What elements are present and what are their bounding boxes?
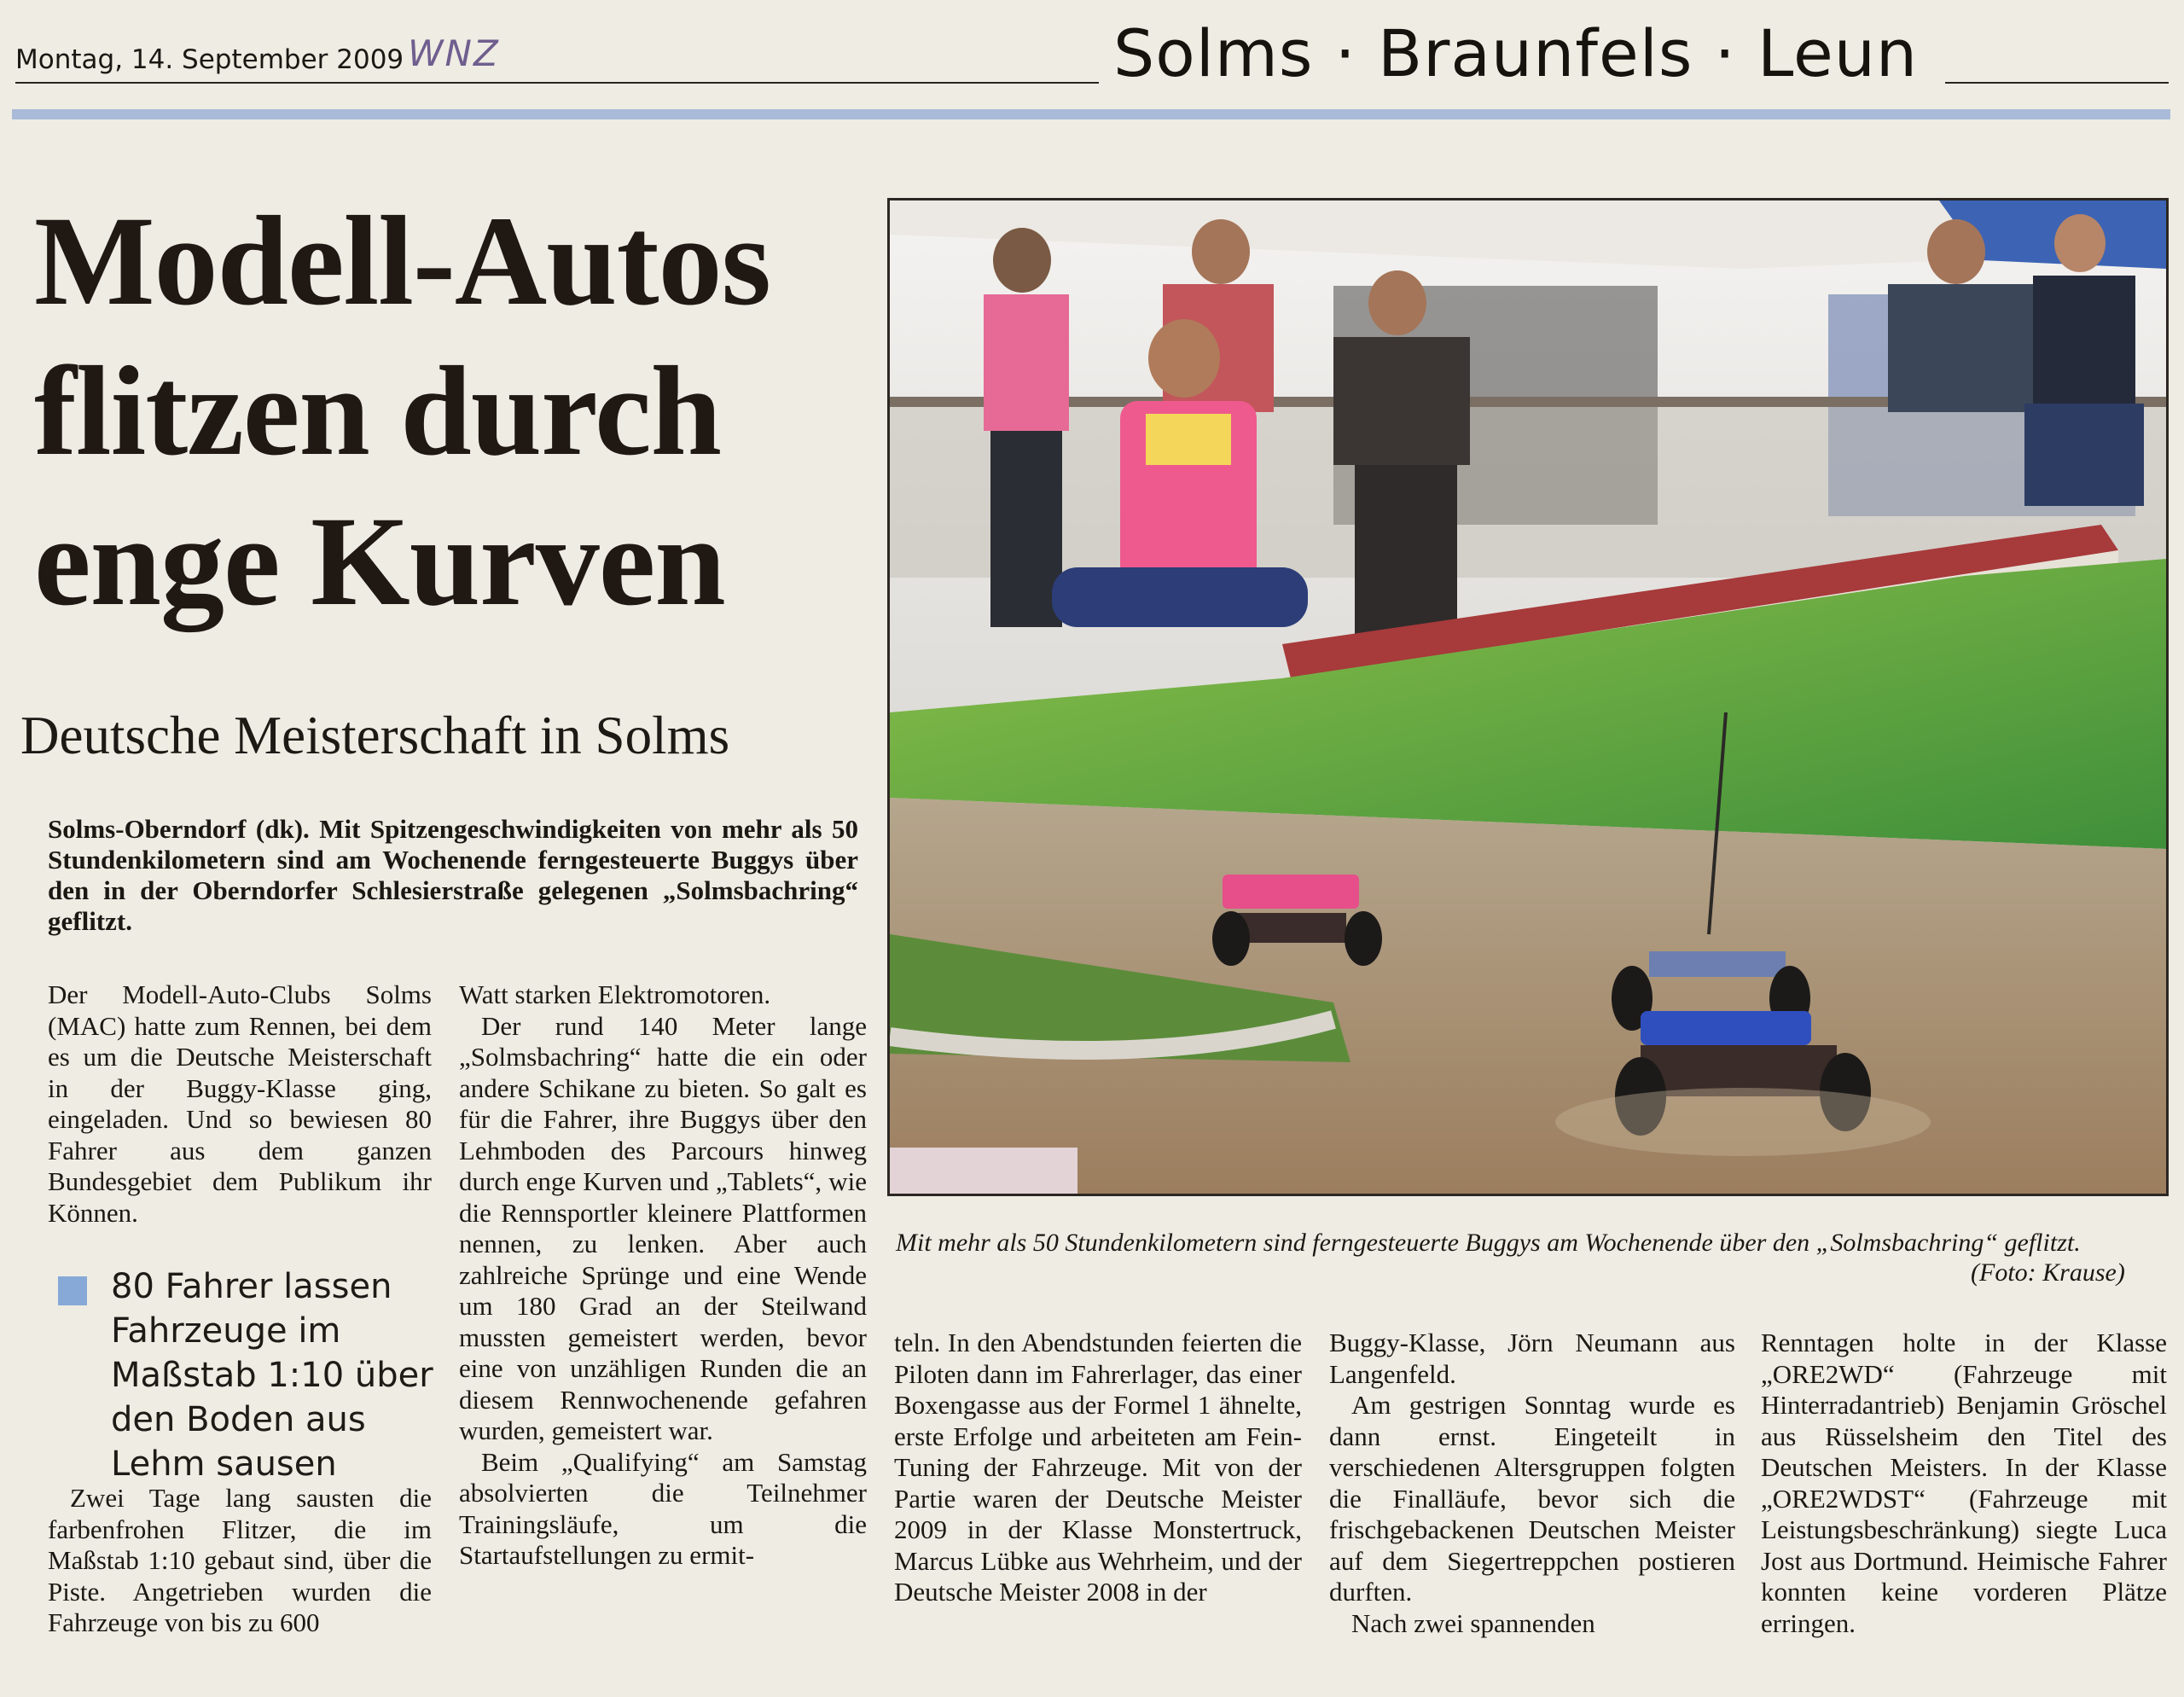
body-column-1 [48, 979, 432, 1229]
lead-paragraph: Solms-Oberndorf (dk). Mit Spitzengeschwindigkeiten von mehr als 50 Stundenkilometern sind am Wochenende ferngesteuerte Buggys über den in der Oberndorfer Schlesierstraße gelegenen „Solmsbachring“ geflitzt. [48, 814, 858, 936]
body-paragraph: Zwei Tage lang sausten die farbenfrohen Flitzer, die im Maßstab 1:10 gebaut sind, über die Piste. Angetrieben wurden die Fahrzeuge von bis zu 600 [48, 1483, 432, 1637]
body-paragraph: Am gestrigen Sonntag wurde es dann ernst. Eingeteilt in verschiedenen Altersgruppen folgten die Finalläufe, bevor sich die frischgebackenen Deutschen Meister auf dem Siegertreppchen postieren durften. [1329, 1390, 1735, 1607]
headline-line-2: flitzen durch [34, 340, 722, 482]
body-paragraph: Der rund 140 Meter lange „Solmsbachring“ hatte die ein oder andere Schikane zu bieten. So galt es für die Fahrer, ihre Buggys über den Lehmboden des Parcours hinweg durch enge Kurven und „Tablets“, wie die Rennsportler kleinere Plattformen nennen, zu lenken. Aber auch zahlreiche Sprünge und eine Wende um 180 Grad an der Steilwand mussten gemeistert werden, bevor eine von unzähligen Runden die an diesem Rennwochenende gefahren wurden, gemeistert war. [459, 1010, 867, 1445]
body-paragraph: Renntagen holte in der Klasse „ORE2WD“ (Fahrzeuge mit Hinterradantrieb) Benjamin Gröschel aus Rüsselsheim den Titel des Deutschen Meisters. In der Klasse „ORE2WDST“ (Fahrzeuge mit Leistungsbeschränkung) siegte Luca Jost aus Dortmund. Heimische Fahrer konnten keine vorderen Plätze erringen. [1761, 1328, 2167, 1638]
handwritten-paper-tag: WNZ [408, 32, 500, 74]
masthead-rule-right [1945, 82, 2169, 84]
body-paragraph: Buggy-Klasse, Jörn Neumann aus Langenfeld. [1329, 1328, 1735, 1389]
section-title: Solms · Braunfels · Leun [1113, 15, 1919, 91]
race-photo [887, 198, 2169, 1196]
headline [34, 186, 870, 636]
pull-quote: 80 Fahrer lassen Fahrzeuge im Maßstab 1:10 über den Boden aus Lehm sausen [111, 1267, 433, 1484]
masthead-rule [15, 82, 1099, 84]
photo-credit: (Foto: Krause) [1971, 1258, 2125, 1287]
issue-date: Montag, 14. September 2009 [15, 44, 404, 75]
accent-bar [12, 109, 2170, 119]
body-paragraph: Nach zwei spannenden [1351, 1607, 1595, 1638]
subheadline: Deutsche Meisterschaft in Solms [20, 706, 730, 765]
body-paragraph: teln. In den Abendstunden feierten die Piloten dann im Fahrerlager, das einer Boxengasse aus der Formel 1 ähnelte, erste Erfolge und arbeiteten am Fein-Tuning der Fahrzeuge. Mit von der Partie waren der Deutsche Meister 2009 in der Klasse Monstertruck, Marcus Lübke aus Wehrheim, und der Deutsche Meister 2008 in der [894, 1328, 1302, 1607]
body-paragraph: Watt starken Elektromotoren. [459, 979, 771, 1009]
headline-line-1: Modell-Autos [34, 190, 770, 332]
race-photo-illustration [890, 201, 2166, 1194]
callout-square-icon [58, 1276, 87, 1305]
body-paragraph: Der Modell-Auto-Clubs Solms (MAC) hatte zum Rennen, bei dem es um die Deutsche Meisterschaft in der Buggy-Klasse ging, eingeladen. Und so bewiesen 80 Fahrer aus dem ganzen Bundesgebiet dem Publikum ihr Können. [48, 979, 432, 1228]
headline-line-3: enge Kurven [34, 491, 725, 632]
body-column-1-continued [48, 1483, 432, 1639]
body-paragraph: Beim „Qualifying“ am Samstag absolvierten die Teilnehmer Trainingsläufe, um die Startaufstellungen zu ermit- [459, 1446, 867, 1570]
body-column-5 [1761, 1328, 2167, 1639]
body-column-4 [1329, 1328, 1735, 1639]
photo-caption: Mit mehr als 50 Stundenkilometern sind ferngesteuerte Buggys am Wochenende über den „Solmsbachring“ geflitzt. [896, 1229, 2081, 1257]
body-column-2 [459, 979, 867, 1572]
body-column-3 [894, 1328, 1302, 1608]
